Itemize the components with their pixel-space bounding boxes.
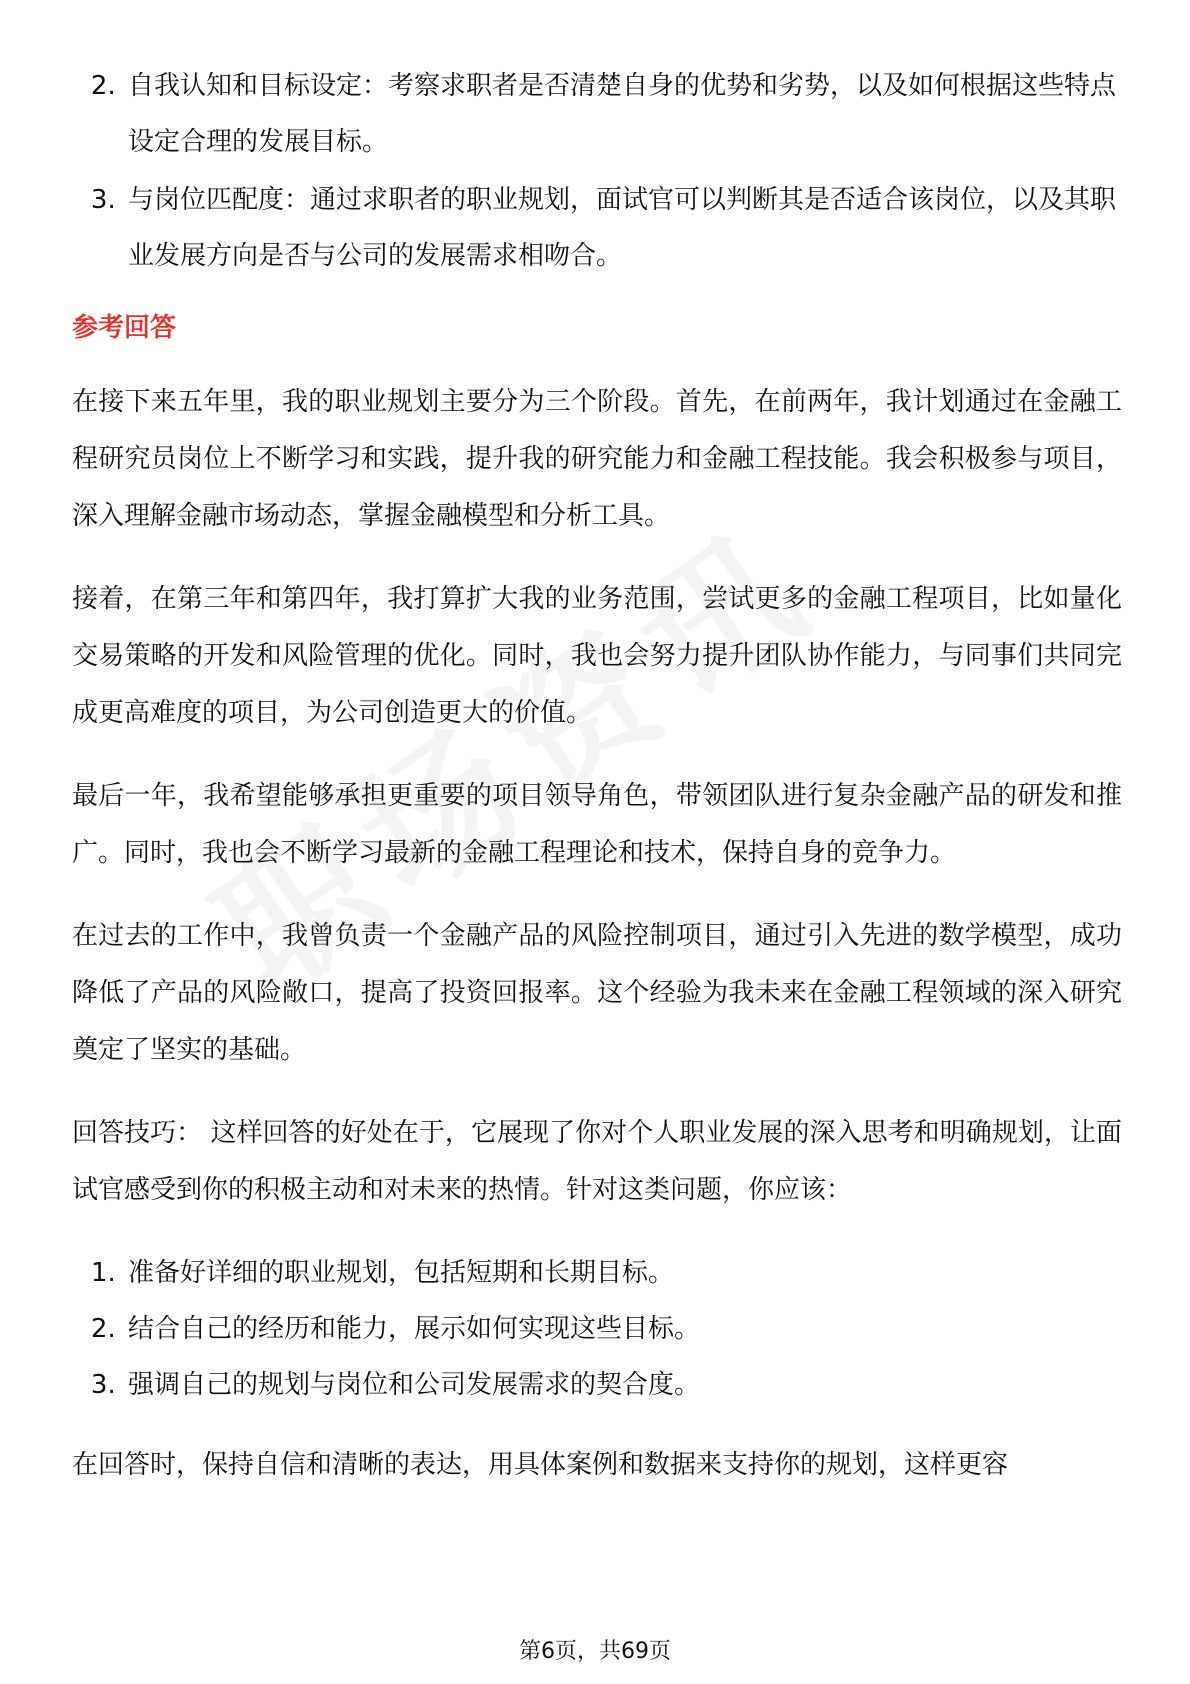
intro-list (72, 58, 1122, 284)
paragraph-past-experience: 在过去的工作中，我曾负责一个金融产品的风险控制项目，通过引入先进的数学模型，成功降低了产品的风险敞口，提高了投资回报率。这个经验为我未来在金融工程领域的深入研究奠定了坚实的基础。 (72, 921, 1122, 1065)
intro-list-item-3: 3. 与岗位匹配度：通过求职者的职业规划，面试官可以判断其是否适合该岗位，以及其职业发展方向是否与公司的发展需求相吻合。 (124, 172, 1122, 284)
tips-list (72, 1245, 1122, 1413)
tips-list-item-1: 1. 准备好详细的职业规划，包括短期和长期目标。 (124, 1245, 1122, 1301)
tips-list-item-2: 2. 结合自己的经历和能力，展示如何实现这些目标。 (124, 1301, 1122, 1357)
paragraph-closing: 在回答时，保持自信和清晰的表达，用具体案例和数据来支持你的规划，这样更容 (72, 1450, 1009, 1480)
section-heading-reference-answer: 参考回答 (72, 313, 177, 343)
paragraph-five-year-plan: 在接下来五年里，我的职业规划主要分为三个阶段。首先，在前两年，我计划通过在金融工程研究员岗位上不断学习和实践，提升我的研究能力和金融工程技能。我会积极参与项目，深入理解金融市场动态，掌握金融模型和分析工具。 (72, 387, 1122, 531)
paragraph-answer-tips: 回答技巧： 这样回答的好处在于，它展现了你对个人职业发展的深入思考和明确规划，让面试官感受到你的积极主动和对未来的热情。针对这类问题，你应该： (72, 1118, 1122, 1205)
intro-list-item-2: 2. 自我认知和目标设定：考察求职者是否清楚自身的优势和劣势，以及如何根据这些特点设定合理的发展目标。 (124, 58, 1122, 170)
paragraph-years-three-four: 接着，在第三年和第四年，我打算扩大我的业务范围，尝试更多的金融工程项目，比如量化交易策略的开发和风险管理的优化。同时，我也会努力提升团队协作能力，与同事们共同完成更高难度的项目，为公司创造更大的价值。 (72, 584, 1122, 728)
page-footer: 第6页，共69页 (519, 1639, 671, 1664)
page-content (72, 58, 1122, 1520)
tips-list-item-3: 3. 强调自己的规划与岗位和公司发展需求的契合度。 (124, 1357, 1122, 1413)
paragraph-final-year: 最后一年，我希望能够承担更重要的项目领导角色，带领团队进行复杂金融产品的研发和推广。同时，我也会不断学习最新的金融工程理论和技术，保持自身的竞争力。 (72, 781, 1122, 868)
